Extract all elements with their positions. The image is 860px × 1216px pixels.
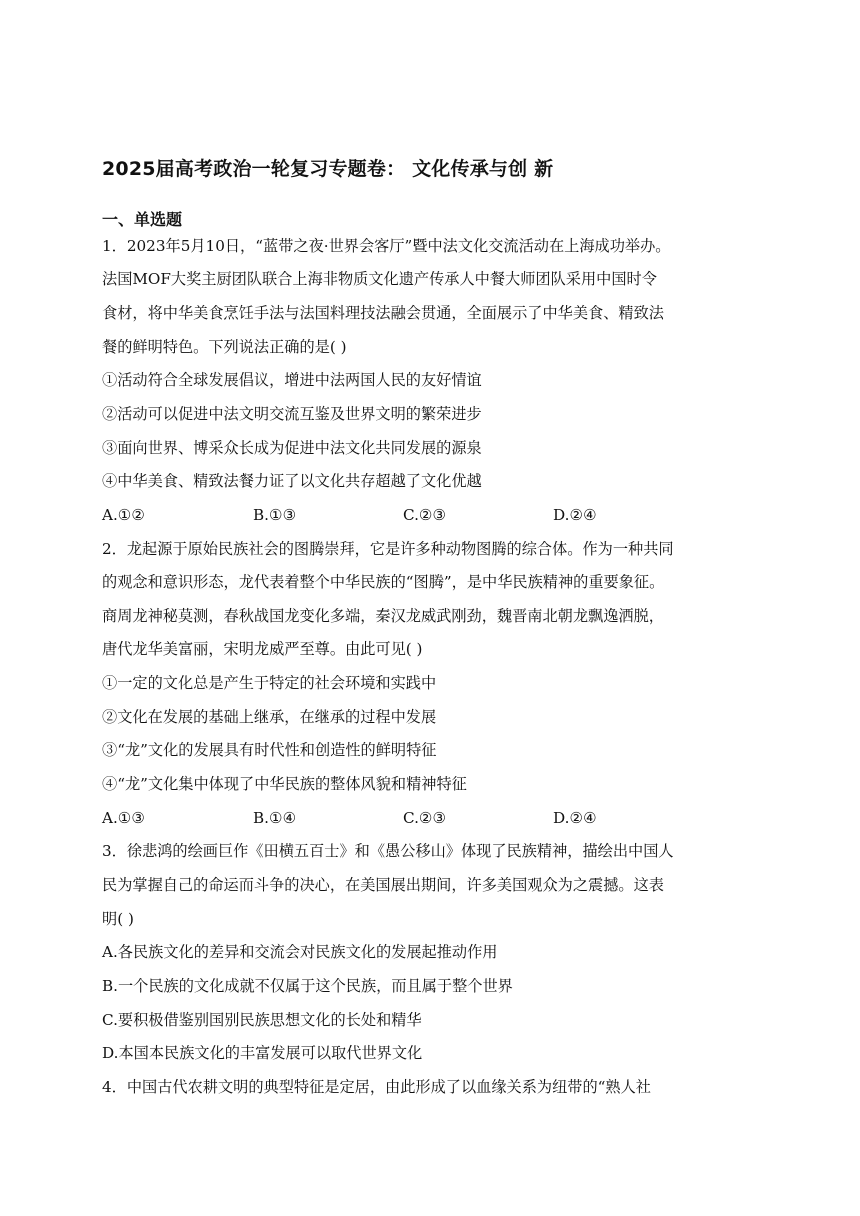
question-2-option-b: B.①④	[253, 809, 297, 827]
question-4-line: 4．中国古代农耕文明的典型特征是定居，由此形成了以血缘关系为纽带的“熟人社	[102, 1078, 651, 1096]
question-2-statement: ③“龙”文化的发展具有时代性和创造性的鲜明特征	[102, 741, 437, 759]
question-1-statement: ③面向世界、博采众长成为促进中法文化共同发展的源泉	[102, 439, 482, 457]
question-2-line: 2．龙起源于原始民族社会的图腾崇拜，它是许多种动物图腾的综合体。作为一种共同	[102, 540, 674, 558]
question-1-option-b: B.①③	[253, 506, 297, 524]
question-1-option-a: A.①②	[102, 506, 146, 524]
question-3-line: 民为掌握自己的命运而斗争的决心，在美国展出期间，许多美国观众为之震撼。这表	[102, 876, 664, 894]
question-1-line: 法国MOF大奖主厨团队联合上海非物质文化遗产传承人中餐大师团队采用中国时令	[102, 270, 657, 288]
question-2-statement: ②文化在发展的基础上继承，在继承的过程中发展	[102, 708, 437, 726]
question-2-line: 商周龙神秘莫测，春秋战国龙变化多端，秦汉龙威武刚劲，魏晋南北朝龙飘逸洒脱，	[102, 607, 664, 625]
section-heading: 一、单选题	[102, 210, 183, 229]
question-1-line: 食材，将中华美食烹饪手法与法国料理技法融会贯通，全面展示了中华美食、精致法	[102, 304, 664, 322]
question-2-line: 唐代龙华美富丽，宋明龙威严至尊。由此可见( )	[102, 640, 423, 658]
question-1-statement: ④中华美食、精致法餐力证了以文化共存超越了文化优越	[102, 472, 482, 490]
question-3-line: 3．徐悲鸿的绘画巨作《田横五百士》和《愚公移山》体现了民族精神，描绘出中国人	[102, 842, 674, 860]
question-2-option-a: A.①③	[102, 809, 146, 827]
question-1-option-c: C.②③	[403, 506, 447, 524]
question-3-option-c: C.要积极借鉴别国别民族思想文化的长处和精华	[102, 1011, 422, 1029]
question-2-option-c: C.②③	[403, 809, 447, 827]
question-3-line: 明( )	[102, 910, 134, 928]
question-2-line: 的观念和意识形态，龙代表着整个中华民族的“图腾”，是中华民族精神的重要象征。	[102, 573, 665, 591]
question-1-line: 餐的鲜明特色。下列说法正确的是( )	[102, 338, 347, 356]
question-2-statement: ①一定的文化总是产生于特定的社会环境和实践中	[102, 674, 437, 692]
question-3-option-b: B.一个民族的文化成就不仅属于这个民族，而且属于整个世界	[102, 977, 513, 995]
question-2-option-d: D.②④	[553, 809, 597, 827]
question-2-statement: ④“龙”文化集中体现了中华民族的整体风貌和精神特征	[102, 775, 467, 793]
question-3-option-d: D.本国本民族文化的丰富发展可以取代世界文化	[102, 1044, 423, 1062]
question-3-option-a: A.各民族文化的差异和交流会对民族文化的发展起推动作用	[102, 943, 498, 961]
question-1-statement: ①活动符合全球发展倡议，增进中法两国人民的友好情谊	[102, 371, 482, 389]
question-1-option-d: D.②④	[553, 506, 597, 524]
question-1-line: 1．2023年5月10日，“蓝带之夜·世界会客厅”暨中法文化交流活动在上海成功举办。	[102, 237, 671, 255]
document-title: 2025届高考政治一轮复习专题卷： 文化传承与创 新	[102, 158, 554, 180]
question-1-statement: ②活动可以促进中法文明交流互鉴及世界文明的繁荣进步	[102, 405, 482, 423]
